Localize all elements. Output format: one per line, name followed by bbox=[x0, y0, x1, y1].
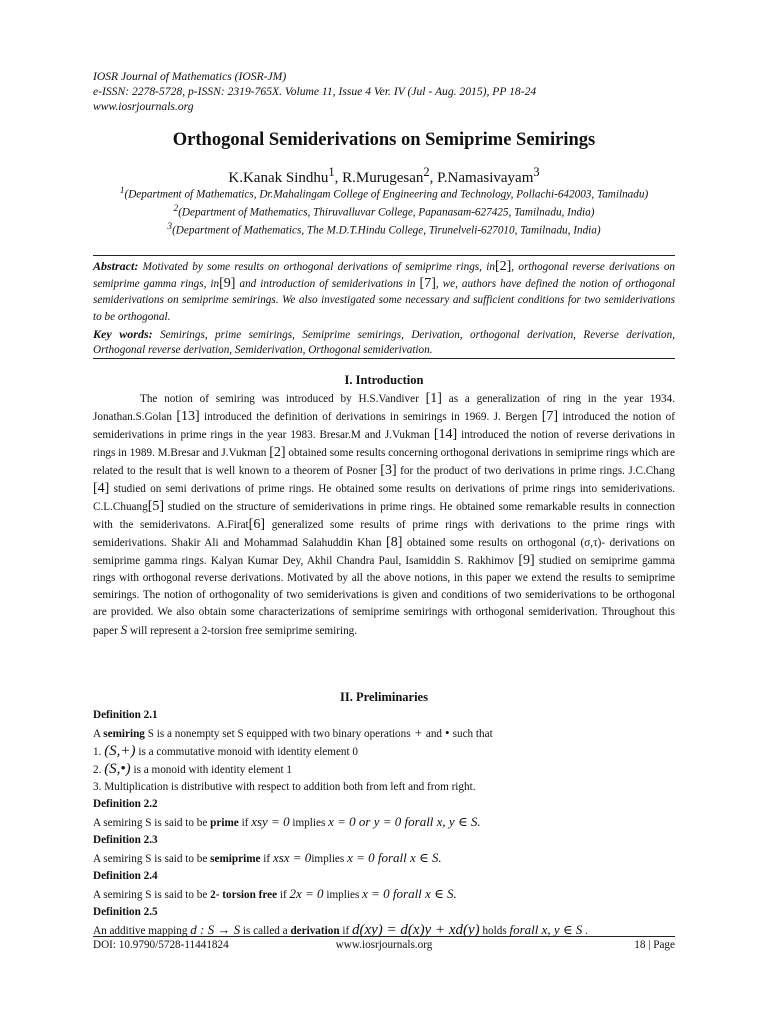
intro-text: studied on semi derivations of prime rings. He obtained some results on derivations of prime rings into semiderivations. C.L.Chuang bbox=[93, 483, 675, 513]
footer-page-number: 18 | Page bbox=[634, 939, 675, 951]
def-text: if bbox=[277, 889, 290, 901]
axiom-math: (S,+) bbox=[104, 743, 136, 759]
footer-doi: DOI: 10.9790/5728-11441824 bbox=[93, 939, 229, 951]
axiom-text: is a monoid with identity element 1 bbox=[130, 764, 292, 776]
affiliation-3 bbox=[100, 220, 668, 238]
def-text: A semiring S is said to be bbox=[93, 853, 211, 865]
keywords bbox=[93, 327, 675, 357]
axiom-1 bbox=[93, 743, 675, 761]
def-math: xsy = 0 bbox=[251, 814, 290, 829]
abstract-text-2: , orthogonal reverse derivations on semiprime gamma rings, in bbox=[93, 261, 676, 290]
math-symbol-s: S bbox=[120, 622, 128, 637]
def-text: if bbox=[339, 925, 352, 937]
affiliation-1-text: (Department of Mathematics, Dr.Mahalingam College of Engineering and Technology, Pollachi-642003, Tamilnadu) bbox=[124, 188, 649, 201]
affiliation-3-sup: 3 bbox=[167, 222, 173, 233]
footer-site: www.iosrjournals.org bbox=[335, 939, 433, 951]
abstract-ref-1[interactable]: [2] bbox=[494, 259, 512, 274]
preliminaries-body bbox=[93, 707, 675, 940]
bullet-symbol: • bbox=[444, 725, 453, 740]
intro-text: as a generalization of ring in the year 1934. Jonathan.S.Golan bbox=[93, 393, 675, 423]
axiom-3: 3. Multiplication is distributive with respect to addition both from left and from right. bbox=[93, 781, 476, 793]
definition-2-4-heading: Definition 2.4 bbox=[93, 870, 158, 882]
def-term: semiring bbox=[103, 728, 145, 740]
def-math: forall x, y ∈ S bbox=[509, 922, 583, 937]
abstract-top-rule bbox=[93, 255, 675, 256]
author-2: R.Murugesan bbox=[342, 170, 424, 186]
def-math: 2x = 0 bbox=[289, 886, 324, 901]
abstract-ref-3[interactable]: [7] bbox=[419, 275, 436, 291]
affiliation-3-text: (Department of Mathematics, The M.D.T.Hindu College, Tirunelveli-627010, Tamilnadu, India) bbox=[172, 225, 601, 238]
citation-ref[interactable]: [5] bbox=[147, 499, 165, 514]
citation-ref[interactable]: [13] bbox=[176, 409, 200, 424]
def-text: implies bbox=[323, 889, 363, 901]
def-text: An additive mapping bbox=[93, 925, 191, 937]
intro-text: will represent a 2-torsion free semiprime semiring. bbox=[127, 625, 358, 637]
abstract-text-3: and introduction of semiderivations in bbox=[235, 277, 420, 290]
author-3: P.Namasivayam bbox=[437, 170, 534, 186]
definition-2-3-text bbox=[93, 849, 675, 868]
def-math: d(xy) = d(x)y + xd(y) bbox=[351, 922, 480, 938]
def-text: and bbox=[425, 728, 445, 740]
abstract bbox=[93, 258, 675, 325]
def-math: x = 0 forall x ∈ S. bbox=[347, 850, 442, 865]
intro-text: obtained some results on orthogonal (σ,τ)- derivations on semiprime gamma rings. Kalyan Kumar Dey, Akhil Chandra Paul, Isamiddin S. Rakhimov bbox=[93, 537, 676, 567]
citation-ref[interactable]: [9] bbox=[518, 553, 535, 568]
affiliation-2-sup: 2 bbox=[173, 204, 179, 215]
def-term: 2- torsion free bbox=[210, 889, 278, 901]
intro-text: for the product of two derivations in prime rings. J.C.Chang bbox=[396, 465, 675, 477]
author-3-sup: 3 bbox=[533, 165, 540, 179]
journal-name: IOSR Journal of Mathematics (IOSR-JM) bbox=[93, 70, 287, 83]
def-math: xsx = 0 bbox=[272, 850, 312, 865]
def-term: semiprime bbox=[210, 853, 261, 865]
author-line: K.Kanak Sindhu$^1$, R.Murugesan$^2$, P.Namasivayam$^3$ bbox=[228, 165, 540, 186]
definition-2-2-heading: Definition 2.2 bbox=[93, 798, 158, 810]
abstract-bottom-rule bbox=[93, 358, 675, 359]
definition-2-4-text bbox=[93, 885, 675, 904]
def-term: derivation bbox=[290, 925, 340, 937]
citation-ref[interactable]: [14] bbox=[433, 427, 458, 442]
introduction-paragraph bbox=[93, 390, 675, 640]
keywords-label: Key words: bbox=[93, 327, 153, 341]
intro-text: generalized some results of prime rings with derivations to the prime rings with semiderivations. Shakir Ali and Mohammad Salahuddin Khan bbox=[93, 519, 675, 549]
section-heading-introduction: I. Introduction bbox=[344, 373, 424, 387]
intro-text: introduced the notion of reverse derivations in rings in 1989. M.Bresar and J.Vukman bbox=[93, 429, 675, 459]
affiliation-1 bbox=[100, 184, 668, 202]
journal-url: www.iosrjournals.org bbox=[93, 100, 194, 113]
affiliation-2-text: (Department of Mathematics, Thiruvalluvar College, Papanasam-627425, Tamilnadu, India) bbox=[178, 206, 595, 219]
def-text: holds bbox=[479, 925, 510, 937]
intro-text: introduced the notion of semiderivations in prime rings in the year 1983. Bresar.M and J.Vukman bbox=[93, 411, 676, 441]
footer-rule bbox=[93, 936, 675, 937]
abstract-label: Abstract: bbox=[93, 259, 139, 273]
citation-ref[interactable]: [2] bbox=[269, 445, 286, 460]
def-math: x = 0 forall x ∈ S. bbox=[362, 886, 457, 901]
definition-2-5-heading: Definition 2.5 bbox=[93, 906, 158, 918]
section-heading-preliminaries: II. Preliminaries bbox=[340, 690, 428, 704]
def-text: if bbox=[238, 817, 252, 829]
author-1-sup: 1 bbox=[328, 165, 335, 179]
journal-issn: e-ISSN: 2278-5728, p-ISSN: 2319-765X. Volume 11, Issue 4 Ver. IV (Jul - Aug. 2015), PP 18-24 bbox=[93, 85, 537, 98]
axiom-2 bbox=[93, 761, 675, 779]
def-term: prime bbox=[210, 817, 239, 829]
citation-ref[interactable]: [1] bbox=[425, 391, 442, 406]
def-text: A semiring S is said to be bbox=[93, 889, 211, 901]
citation-ref[interactable]: [7] bbox=[541, 409, 559, 424]
introduction-body bbox=[93, 390, 675, 640]
def-text: is called a bbox=[240, 925, 291, 937]
def-text: A semiring S is said to be bbox=[93, 817, 211, 829]
def-text: if bbox=[260, 853, 273, 865]
journal-header bbox=[93, 69, 536, 114]
axiom-number: 2. bbox=[93, 764, 105, 776]
def-text: implies bbox=[289, 817, 329, 829]
plus-symbol: + bbox=[410, 725, 426, 740]
keywords-text: Semirings, prime semirings, Semiprime semirings, Derivation, orthogonal derivation, Reverse derivation, Orthogonal reverse derivation, Semiderivation, Orthogonal semiderivation. bbox=[93, 329, 676, 356]
def-math: x = 0 or y = 0 forall x, y ∈ S. bbox=[328, 814, 481, 829]
axiom-math: (S,•) bbox=[104, 761, 131, 777]
affiliation-2 bbox=[100, 202, 668, 220]
intro-text: studied on the structure of semiderivations in prime rings. He obtained some remarkable results in connection with the semiderivatons. A.Firat bbox=[93, 501, 675, 531]
definition-2-1-text bbox=[93, 724, 675, 743]
def-text: implies bbox=[311, 853, 348, 865]
citation-ref[interactable]: [8] bbox=[386, 535, 403, 550]
definition-2-3-heading: Definition 2.3 bbox=[93, 834, 158, 846]
def-text: A bbox=[93, 728, 104, 740]
definition-2-2-text bbox=[93, 813, 675, 832]
citation-ref[interactable]: [4] bbox=[93, 481, 110, 496]
paper-title: Orthogonal Semiderivations on Semiprime Semirings bbox=[172, 130, 596, 150]
intro-text: The notion of semiring was introduced by H.S.Vandiver bbox=[140, 393, 426, 405]
affiliation-1-sup: 1 bbox=[119, 186, 125, 196]
intro-text: studied on semiprime gamma rings with orthogonal reverse derivations. Motivated by all the above notions, in this paper we extend the results to semiprime semirings. The notion of orthogonality of two semiderivations is given and conditions of two semiderivations to be orthogonal are provided. We also obtain some characterizations of semiprime semirings with orthogonal semiderivation. Throughout this paper bbox=[93, 555, 675, 637]
citation-ref[interactable]: [3] bbox=[380, 463, 397, 478]
abstract-text-4: , we, authors have defined the notion of orthogonal semiderivations on semiprime semirings. We also investigated some necessary and sufficient conditions for two semiderivations to be orthogonal. bbox=[93, 277, 675, 323]
axiom-number: 1. bbox=[93, 746, 105, 758]
intro-text: introduced the definition of derivations in semirings in 1969. J. Bergen bbox=[199, 411, 542, 423]
citation-ref[interactable]: [6] bbox=[248, 517, 265, 532]
definition-2-5-text bbox=[93, 921, 675, 940]
abstract-ref-2[interactable]: [9] bbox=[219, 275, 236, 291]
def-text: such that bbox=[452, 728, 493, 740]
def-text: . bbox=[582, 925, 588, 937]
affiliations bbox=[100, 184, 668, 239]
def-math: d : S → S bbox=[190, 922, 241, 937]
abstract-text-1: Motivated by some results on orthogonal derivations of semiprime rings, in bbox=[142, 261, 495, 273]
author-2-sup: 2 bbox=[423, 165, 430, 179]
author-1: K.Kanak Sindhu bbox=[228, 170, 329, 186]
definition-2-1-heading: Definition 2.1 bbox=[93, 709, 158, 721]
intro-text: obtained some results concerning orthogonal derivations in semiprime rings which are related to the result that is well known to a theorem of Posner bbox=[93, 447, 675, 477]
def-text: S is a nonempty set S equipped with two binary operations bbox=[144, 728, 411, 740]
axiom-text: is a commutative monoid with identity element 0 bbox=[135, 746, 359, 758]
